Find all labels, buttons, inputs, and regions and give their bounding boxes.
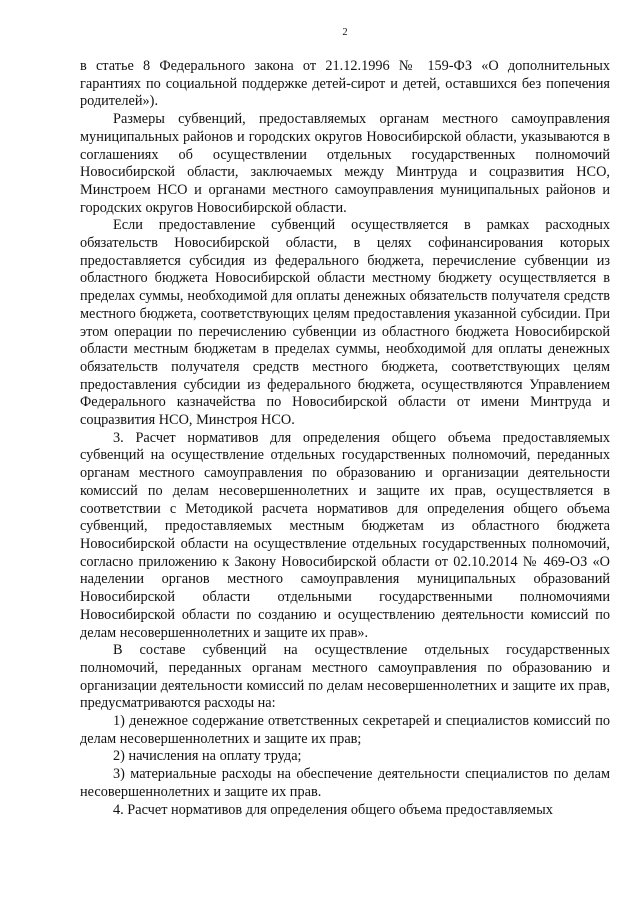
page-number: 2 bbox=[342, 27, 348, 38]
list-item-3: 3) материальные расходы на обеспечение деятельности специалистов по делам несовершеннолетних и защите их прав. bbox=[80, 766, 610, 800]
document-page bbox=[80, 26, 610, 819]
paragraph-expenses-intro: В составе субвенций на осуществление отдельных государственных полномочий, переданных органам местного самоуправления по образованию и организации деятельности комиссий по делам несовершеннолетних и защите их прав, предусматриваются расходы на: bbox=[80, 642, 610, 712]
paragraph-continuation: в статье 8 Федерального закона от 21.12.1996 № 159-ФЗ «О дополнительных гарантиях по социальной поддержке детей-сирот и детей, оставшихся без попечения родителей»). bbox=[80, 58, 610, 110]
paragraph-subvention-sizes: Размеры субвенций, предоставляемых органам местного самоуправления муниципальных районов и городских округов Новосибирской области, указываются в соглашениях об осуществлении отдельных государственных полномочий Новосибирской области, заключаемых между Минтруда и соцразвития НСО, Минстроем НСО и органами местного самоуправления муниципальных районов и городских округов Новосибирской области. bbox=[80, 111, 610, 216]
document-body bbox=[80, 58, 610, 819]
list-item-2: 2) начисления на оплату труда; bbox=[113, 748, 302, 765]
paragraph-item-3: 3. Расчет нормативов для определения общего объема предоставляемых субвенций на осуществление отдельных государственных полномочий, переданных органам местного самоуправления по образованию и организации деятельности комиссий по делам несовершеннолетних и защите их прав, осуществляется в соответствии с Методикой расчета нормативов для определения общего объема субвенций, предоставляемых местным бюджетам из областного бюджета Новосибирской области на осуществление отдельных государственных полномочий, согласно приложению к Закону Новосибирской области от 02.10.2014 № 469-ОЗ «О наделении органов местного самоуправления муниципальных образований Новосибирской области отдельными государственными полномочиями Новосибирской области по созданию и осуществлению деятельности комиссий по делам несовершеннолетних и защите их прав». bbox=[80, 429, 610, 641]
paragraph-federal-cofinancing: Если предоставление субвенций осуществляется в рамках расходных обязательств Новосибирской области, в целях софинансирования которых предоставляется субсидия из федерального бюджета, перечисление субвенции из областного бюджета Новосибирской области местному бюджету осуществляется в пределах суммы, необходимой для оплаты денежных обязательств получателя средств местного бюджета, соответствующих целям предоставления указанной субсидии. При этом операции по перечислению субвенции из областного бюджета Новосибирской области местным бюджетам в пределах суммы, необходимой для оплаты денежных обязательств получателя средств местного бюджета, соответствующих целям предоставления субсидии из федерального бюджета, осуществляются Управлением Федерального казначейства по Новосибирской области от имени Минтруда и соцразвития НСО, Минстроя НСО. bbox=[80, 217, 610, 429]
list-item-1: 1) денежное содержание ответственных секретарей и специалистов комиссий по делам несовершеннолетних и защите их прав; bbox=[80, 713, 610, 747]
paragraph-item-4: 4. Расчет нормативов для определения общего объема предоставляемых bbox=[113, 801, 553, 818]
